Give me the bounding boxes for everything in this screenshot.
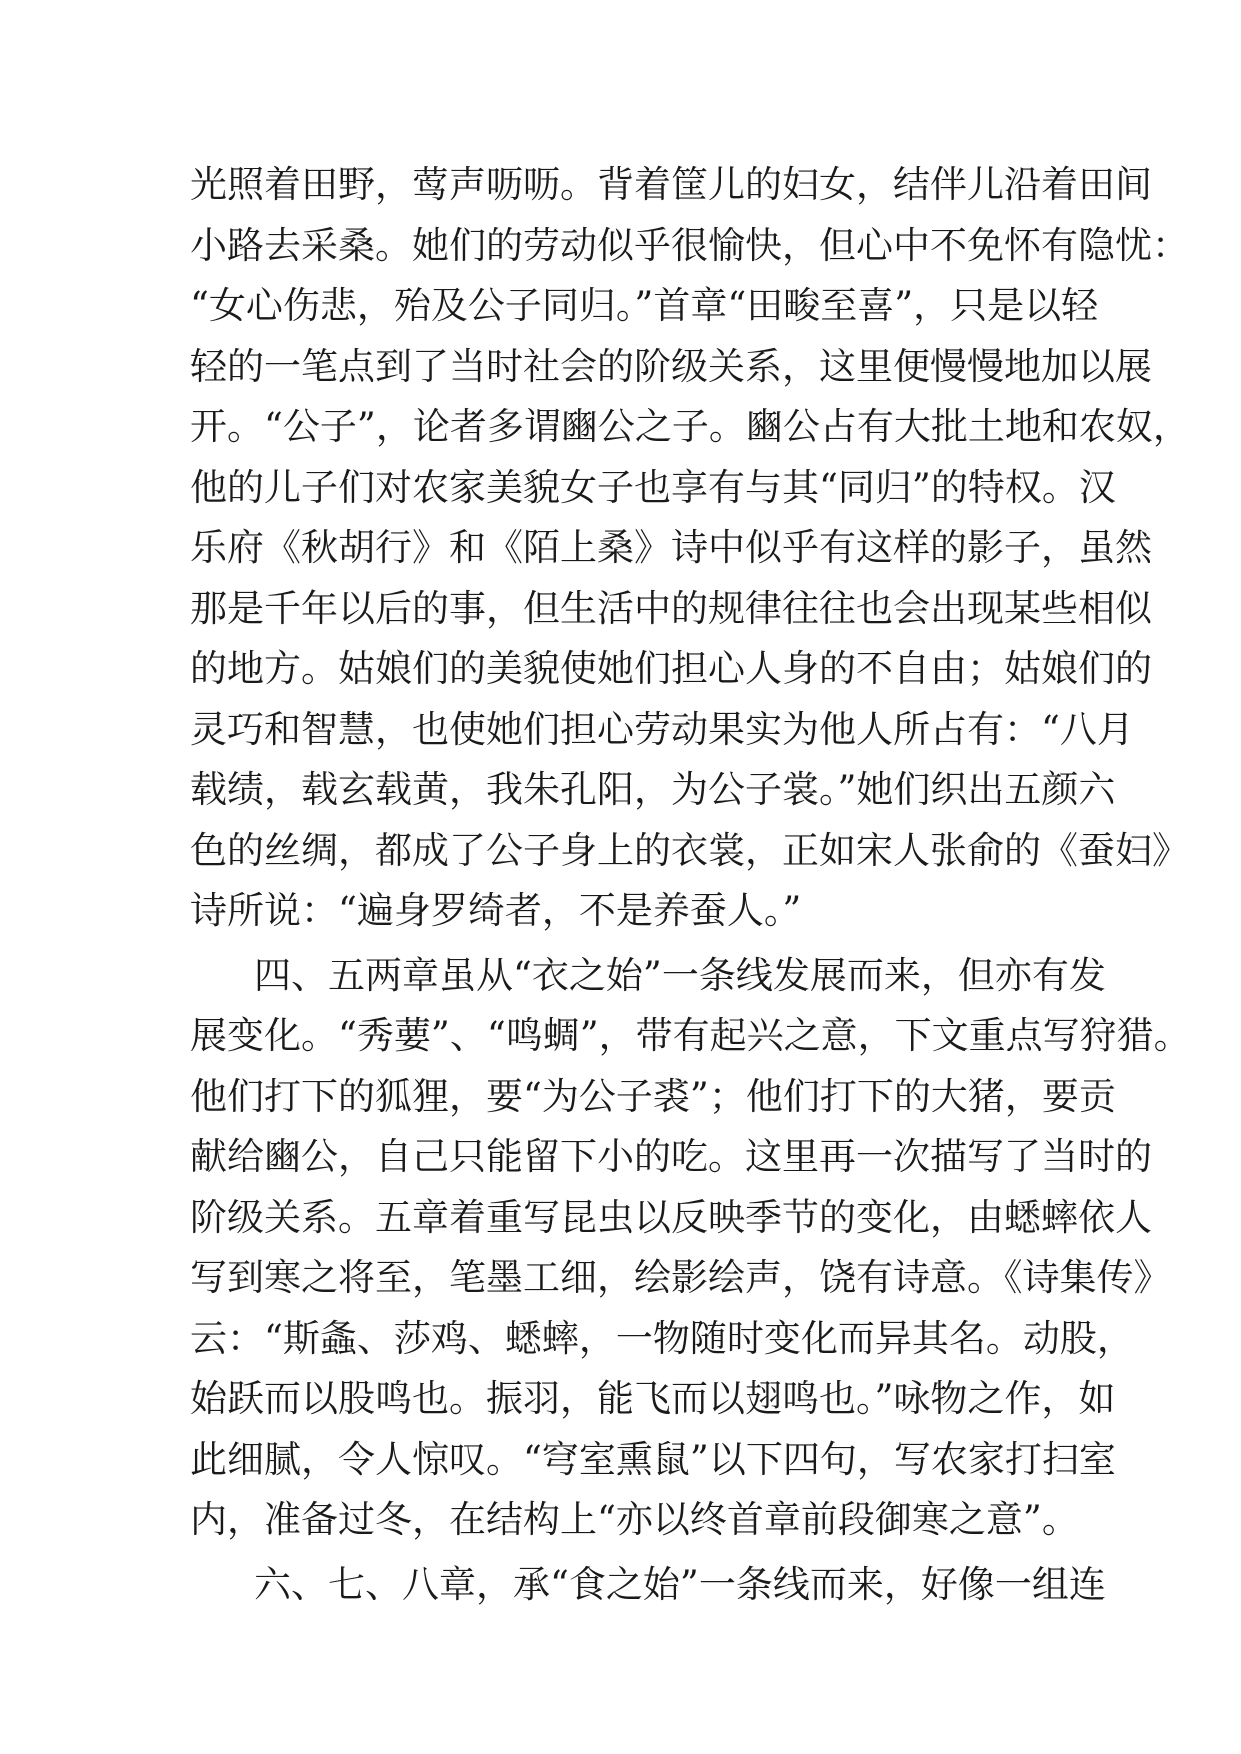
text-line: “女心伤悲，殆及公子同归。”首章“田畯至喜”，只是以轻 (190, 284, 1099, 327)
text-line: 内，准备过冬，在结构上“亦以终首章前段御寒之意”。 (190, 1498, 1079, 1541)
text-line: 开。“公子”，论者多谓豳公之子。豳公占有大批土地和农奴， (190, 405, 1190, 448)
text-line: 始跃而以股鸣也。振羽，能飞而以翅鸣也。”咏物之作，如 (190, 1377, 1116, 1420)
text-line: 那是千年以后的事，但生活中的规律往往也会出现某些相似 (190, 586, 1152, 630)
text-line: 云：“斯螽、莎鸡、蟋蟀，一物随时变化而异其名。动股， (190, 1316, 1134, 1360)
text-line: 诗所说：“遍身罗绮者，不是养蚕人。” (190, 889, 802, 932)
text-line: 的地方。姑娘们的美貌使她们担心人身的不自由；姑娘们的 (190, 647, 1152, 690)
paragraph-1 (190, 155, 1190, 942)
text-line: 他们打下的狐狸，要“为公子裘”；他们打下的大猪，要贡 (190, 1074, 1116, 1118)
text-line: 六、七、八章，承“食之始”一条线而来，好像一组连 (254, 1562, 1106, 1606)
text-line: 阶级关系。五章着重写昆虫以反映季节的变化，由蟋蟀依人 (190, 1195, 1152, 1239)
text-line: 小路去采桑。她们的劳动似乎很愉快，但心中不免怀有隐忧： (190, 223, 1189, 267)
text-line: 光照着田野，莺声呖呖。背着筐儿的妇女，结伴儿沿着田间 (190, 163, 1152, 206)
text-line: 载绩，载玄载黄，我朱孔阳，为公子裳。”她们织出五颜六 (190, 768, 1116, 811)
text-line: 轻的一笔点到了当时社会的阶级关系，这里便慢慢地加以展 (190, 344, 1152, 388)
text-line: 色的丝绸，都成了公子身上的衣裳，正如宋人张俞的《蚕妇》 (190, 828, 1189, 872)
text-line: 展变化。“秀葽”、“鸣蜩”，带有起兴之意，下文重点写狩猎。 (190, 1014, 1191, 1057)
text-line: 他的儿子们对农家美貌女子也享有与其“同归”的特权。汉 (190, 465, 1116, 509)
body-text (190, 155, 1191, 1615)
text-line: 灵巧和智慧，也使她们担心劳动果实为他人所占有：“八月 (190, 707, 1134, 751)
text-line: 写到寒之将至，笔墨工细，绘影绘声，饶有诗意。《诗集传》 (190, 1256, 1171, 1299)
paragraph-3 (190, 1555, 1106, 1616)
text-line: 此细腻，令人惊叹。“穹室熏鼠”以下四句，写农家打扫室 (190, 1437, 1116, 1481)
text-line: 献给豳公，自己只能留下小的吃。这里再一次描写了当时的 (190, 1135, 1152, 1178)
paragraph-2 (190, 946, 1191, 1551)
text-line: 乐府《秋胡行》和《陌上桑》诗中似乎有这样的影子，虽然 (190, 526, 1152, 569)
text-line: 四、五两章虽从“衣之始”一条线发展而来，但亦有发 (254, 953, 1106, 997)
